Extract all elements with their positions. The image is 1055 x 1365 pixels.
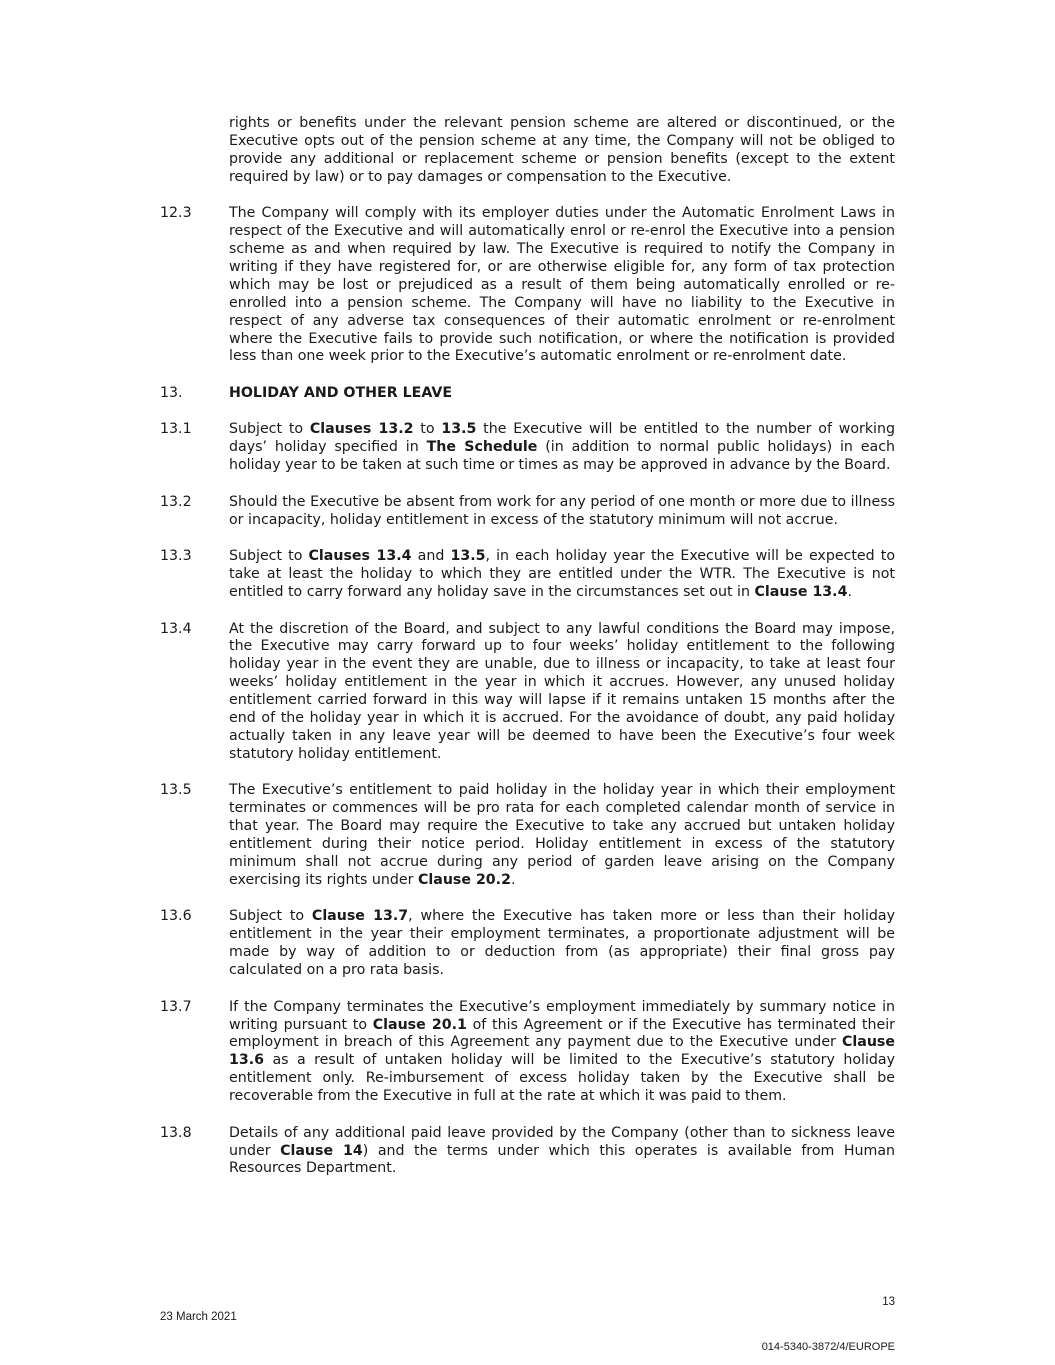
paragraph-text bbox=[229, 999, 895, 1106]
text-run: , where the Executive has taken more or less than their holiday entitlement in the year their employment terminates, a proportionate adjustment will be made by way of addition to or deduction from (as appropriate) their final gross pay calculated on a pro rata basis. bbox=[229, 908, 895, 979]
paragraph-13-8 bbox=[160, 1125, 895, 1179]
text-run: Subject to bbox=[229, 908, 312, 925]
paragraph-13-1 bbox=[160, 421, 895, 475]
section-number: 13. bbox=[160, 384, 183, 401]
clause-reference: 13.5 bbox=[441, 421, 477, 438]
paragraph-text bbox=[229, 1125, 895, 1179]
text-run: as a result of untaken holiday will be limited to the Executive’s statutory holiday entitlement only. Re-imbursement of excess holiday taken by the Executive shall be recoverable from the Executive in full at the rate at which it was paid to them. bbox=[229, 1052, 895, 1105]
section-title: HOLIDAY AND OTHER LEAVE bbox=[229, 384, 453, 401]
paragraph-number: 12.3 bbox=[160, 205, 192, 222]
paragraph-text: The Company will comply with its employer duties under the Automatic Enrolment Laws in respect of the Executive and will automatically enrol or re-enrol the Executive into a pension scheme as and when required by law. The Executive is required to notify the Company in writing if they have registered for, or are otherwise eligible for, any form of tax protection which may be lost or prejudiced as a result of them being automatically enrolled or re-enrolled into a pension scheme. The Company will have no liability to the Executive in respect of any adverse tax consequences of their automatic enrolment or re-enrolment where the Executive fails to provide such notification, or where the notification is provided less than one week prior to the Executive’s automatic enrolment or re-enrolment date. bbox=[229, 205, 895, 365]
document-body bbox=[160, 115, 895, 1197]
paragraph-number: 13.2 bbox=[160, 493, 192, 510]
document-reference: 014-5340-3872/4/EUROPE bbox=[761, 1341, 895, 1353]
paragraph-number: 13.4 bbox=[160, 620, 192, 637]
paragraph-13-4 bbox=[160, 621, 895, 764]
paragraph-number: 13.3 bbox=[160, 548, 192, 565]
text-run: the Executive will be entitled to the number of working days’ holiday specified in bbox=[229, 421, 895, 456]
text-run: Subject to bbox=[229, 421, 310, 438]
text-run: , in each holiday year the Executive will be expected to take at least the holiday to which they are entitled under the WTR. The Executive is not entitled to carry forward any holiday save in the circumstances set out in bbox=[229, 548, 896, 600]
paragraph-number: 13.8 bbox=[160, 1124, 192, 1141]
clause-reference: Clause 20.1 bbox=[372, 1016, 467, 1033]
paragraph-13-2 bbox=[160, 494, 895, 530]
section-heading-13 bbox=[160, 385, 895, 403]
paragraph-text bbox=[229, 421, 895, 475]
text-run: Details of any additional paid leave provided by the Company (other than to sickness leave under bbox=[229, 1124, 895, 1159]
clause-reference: Clause 13.6 bbox=[229, 1034, 895, 1069]
clause-reference: 13.5 bbox=[450, 548, 486, 565]
clause-reference: Clauses 13.4 bbox=[308, 548, 412, 565]
paragraph-12-3 bbox=[160, 205, 895, 366]
text-run: to bbox=[413, 421, 442, 438]
schedule-reference: The Schedule bbox=[426, 439, 538, 456]
text-run: The Executive’s entitlement to paid holiday in the holiday year in which their employment terminates or commences will be pro rata for each completed calendar month of service in that year. The Board may require the Executive to take any accrued but untaken holiday entitlement during their notice period. Holiday entitlement in excess of the statutory minimum shall not accrue during any period of garden leave arising on the Company exercising its rights under bbox=[229, 782, 895, 888]
text-run: (in addition to normal public holidays) in each holiday year to be taken at such time or times as may be approved in advance by the Board. bbox=[229, 439, 895, 474]
paragraph-text bbox=[229, 908, 895, 980]
text-run: ) and the terms under which this operates is available from Human Resources Department. bbox=[229, 1142, 896, 1177]
paragraph-12-2-continued bbox=[160, 115, 895, 187]
text-run: If the Company terminates the Executive’s employment immediately by summary notice in writing pursuant to bbox=[229, 998, 895, 1033]
text-run: . bbox=[510, 871, 516, 888]
page-number: 13 bbox=[882, 1296, 895, 1308]
text-run: Subject to bbox=[229, 548, 309, 565]
paragraph-13-6 bbox=[160, 908, 895, 980]
paragraph-text bbox=[229, 548, 895, 602]
clause-reference: Clause 14 bbox=[280, 1142, 363, 1159]
clause-reference: Clause 20.2 bbox=[417, 871, 511, 888]
paragraph-number: 13.6 bbox=[160, 908, 192, 925]
paragraph-number: 13.1 bbox=[160, 421, 192, 438]
paragraph-text bbox=[229, 782, 895, 889]
clause-reference: Clauses 13.2 bbox=[309, 421, 414, 438]
paragraph-13-7 bbox=[160, 999, 895, 1106]
paragraph-13-5 bbox=[160, 782, 895, 889]
paragraph-13-3 bbox=[160, 548, 895, 602]
document-date: 23 March 2021 bbox=[160, 1311, 237, 1323]
paragraph-text: rights or benefits under the relevant pension scheme are altered or discontinued, or the Executive opts out of the pension scheme at any time, the Company will not be obliged to provide any additional or replacement scheme or pension benefits (except to the extent required by law) or to pay damages or compensation to the Executive. bbox=[229, 115, 895, 185]
text-run: and bbox=[411, 548, 451, 565]
clause-reference: Clause 13.4 bbox=[754, 584, 848, 600]
paragraph-text: At the discretion of the Board, and subject to any lawful conditions the Board may impose, the Executive may carry forward up to four weeks’ holiday entitlement to the following holiday year in the event they are unable, due to illness or incapacity, to take at least four weeks’ holiday entitlement in the year in which it accrues. However, any unused holiday entitlement carried forward in this way will lapse if it remains untaken 15 months after the end of the holiday year in which it is accrued. For the avoidance of doubt, any paid holiday actually taken in any leave year will be deemed to have been the Executive’s four week statutory holiday entitlement. bbox=[229, 620, 895, 762]
paragraph-text: Should the Executive be absent from work for any period of one month or more due to illness or incapacity, holiday entitlement in excess of the statutory minimum will not accrue. bbox=[229, 493, 895, 528]
clause-reference: Clause 13.7 bbox=[311, 908, 409, 925]
paragraph-number: 13.5 bbox=[160, 782, 192, 799]
text-run: of this Agreement or if the Executive has terminated their employment in breach of this Agreement any payment due to the Executive under bbox=[229, 1016, 895, 1051]
text-run: . bbox=[847, 584, 852, 600]
paragraph-number: 13.7 bbox=[160, 998, 192, 1015]
